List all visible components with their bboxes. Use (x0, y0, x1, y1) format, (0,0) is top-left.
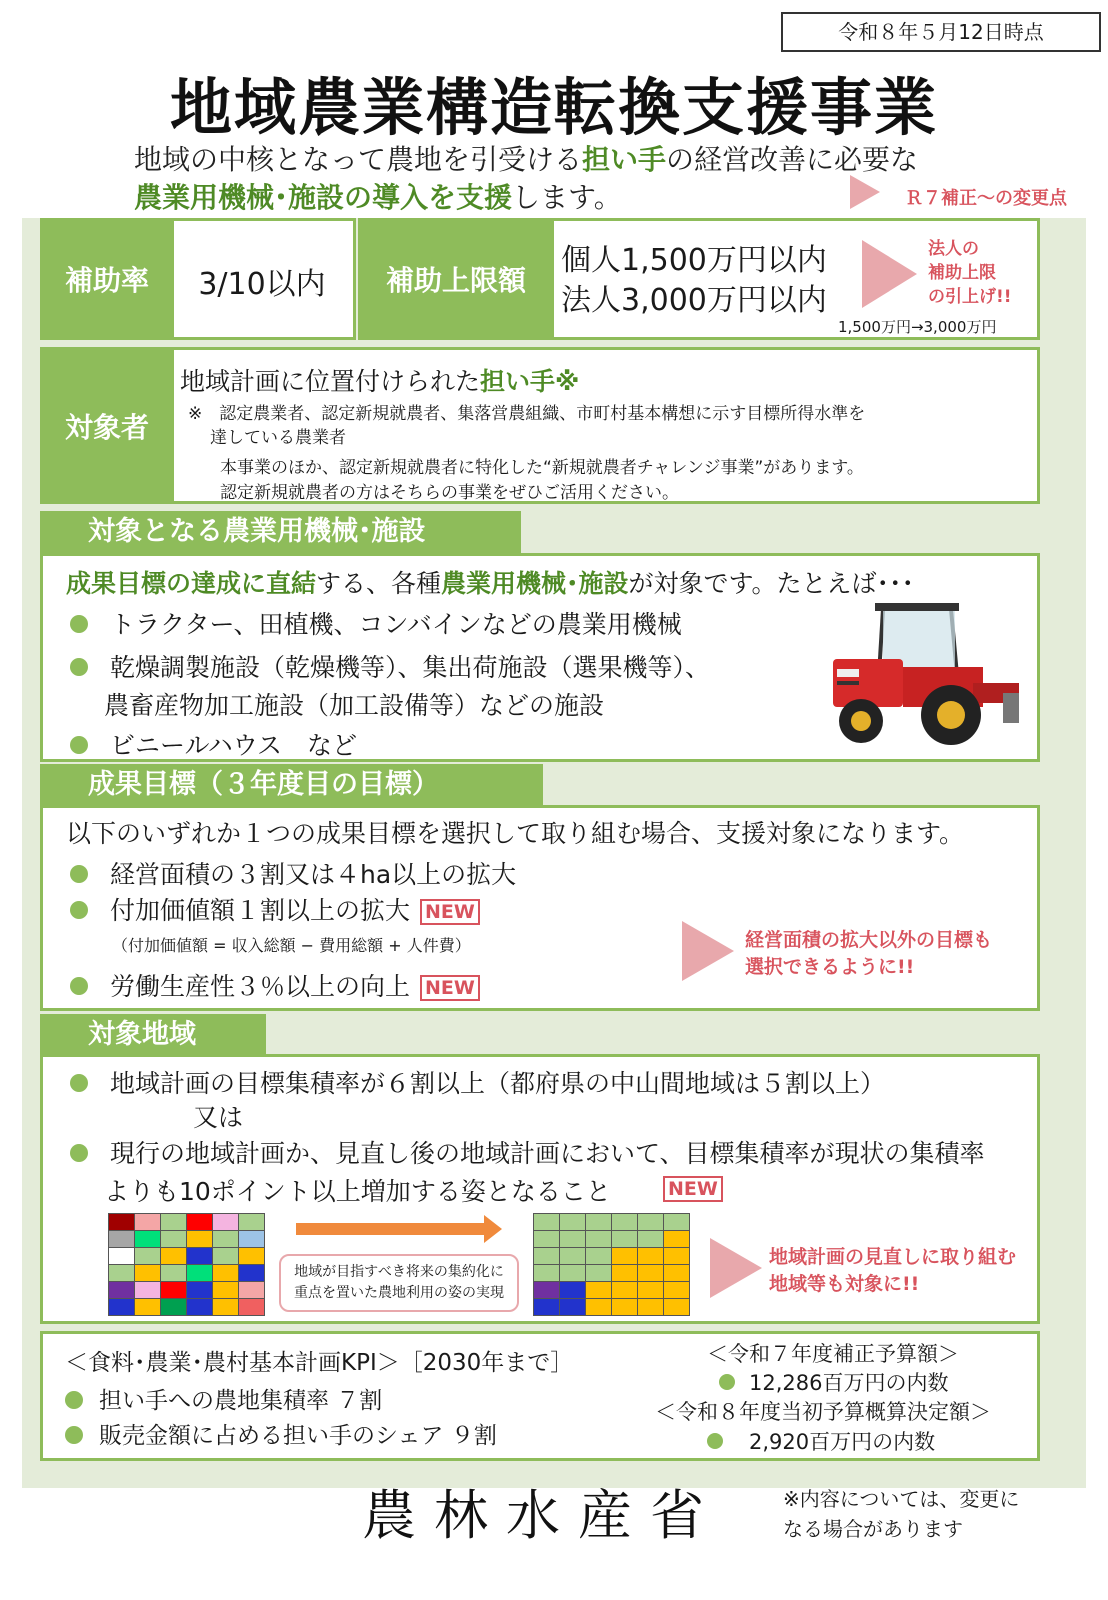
kpi-box (40, 1331, 1040, 1461)
farmland-grid-current (108, 1213, 265, 1316)
bullet-icon (70, 615, 88, 633)
disclaimer: ※内容については、変更に なる場合があります (783, 1487, 1020, 1541)
bullet-icon (70, 901, 88, 919)
target-note-2: 本事業のほか、認定新規就農者に特化した“新規就農者チャレンジ事業”があります。 (220, 458, 864, 478)
area-item-2: 現行の地域計画か、見直し後の地域計画において、目標集積率が現状の集積率 (70, 1134, 985, 1170)
area-header: 対象地域 (40, 1014, 266, 1056)
machines-header: 対象となる農業用機械･施設 (40, 511, 521, 553)
orange-arrow-head-icon (484, 1215, 502, 1243)
area-item-2b: よりも10ポイント以上増加する姿となること (104, 1177, 611, 1206)
limit-note: 法人の 補助上限 の引上げ!! (928, 239, 1012, 307)
orange-arrow-icon (296, 1223, 486, 1235)
new-badge: NEW (420, 899, 480, 925)
bullet-icon (70, 736, 88, 754)
bullet-icon (70, 658, 88, 676)
machines-item-2: 乾燥調製施設（乾燥機等）、集出荷施設（選果機等）、 (70, 648, 710, 684)
target-main: 地域計画に位置付けられた担い手※ (180, 367, 580, 396)
subsidy-rate-box (174, 218, 356, 340)
area-item-1: 地域計画の目標集積率が６割以上（都府県の中山間地域は５割以上） (70, 1064, 885, 1100)
kpi-item-1: 担い手への農地集積率 ７割 (65, 1382, 382, 1415)
target-label: 対象者 (40, 347, 174, 504)
target-note-3: 認定新規就農者の方はそちらの事業をぜひご活用ください。 (220, 483, 679, 503)
ministry-name: 農林水産省 (362, 1484, 722, 1547)
limit-individual: 個人1,500万円以内 (561, 243, 827, 278)
budget-2-label: ＜令和８年度当初予算概算決定額＞ (655, 1400, 991, 1424)
bullet-icon (70, 865, 88, 883)
machines-intro: 成果目標の達成に直結する、各種農業用機械･施設が対象です。たとえば･･･ (66, 569, 915, 598)
target-note-1: ※ 認定農業者、認定新規就農者、集落営農組織、市町村基本構想に示す目標所得水準を (188, 404, 866, 424)
bullet-icon (707, 1433, 723, 1449)
goal-box: 地域が目指すべき将来の集約化に 重点を置いた農地利用の姿の実現 (279, 1254, 519, 1312)
new-badge: NEW (420, 975, 480, 1001)
budget-2-value: 2,920百万円の内数 (707, 1426, 935, 1456)
subsidy-rate-value: 3/10以内 (198, 267, 326, 302)
target-note-1b: 達している農業者 (210, 428, 346, 448)
subsidy-rate-label: 補助率 (40, 218, 174, 340)
change-label: Ｒ７補正～の変更点 (905, 188, 1067, 209)
new-badge: NEW (663, 1176, 723, 1202)
bullet-icon (70, 1144, 88, 1162)
bullet-icon (65, 1391, 83, 1409)
bullet-icon (70, 977, 88, 995)
kpi-heading: ＜食料･農業･農村基本計画KPI＞［2030年まで］ (65, 1350, 574, 1376)
kpi-item-2: 販売金額に占める担い手のシェア ９割 (65, 1417, 497, 1450)
goals-header: 成果目標（３年度目の目標） (40, 764, 543, 806)
budget-1-value: 12,286百万円の内数 (719, 1367, 948, 1397)
limit-corporate: 法人3,000万円以内 (561, 283, 827, 318)
goals-arrow-icon (682, 921, 734, 981)
goals-note: 経営面積の拡大以外の目標も 選択できるように!! (745, 929, 993, 978)
subtitle-line-1: 地域の中核となって農地を引受ける担い手の経営改善に必要な (134, 143, 919, 176)
page-title: 地域農業構造転換支援事業 (169, 71, 938, 144)
goals-item-3: 労働生産性３％以上の向上 NEW (70, 967, 480, 1003)
limit-arrow-icon (862, 240, 917, 308)
date-stamp: 令和８年５月12日時点 (781, 12, 1101, 52)
bullet-icon (70, 1074, 88, 1092)
farmland-grid-future (533, 1213, 690, 1316)
machines-item-3: ビニールハウス など (70, 726, 357, 762)
tractor-illustration (823, 597, 1023, 752)
area-or: 又は (193, 1103, 244, 1132)
goals-item-1: 経営面積の３割又は４ha以上の拡大 (70, 855, 516, 891)
goals-item-2: 付加価値額１割以上の拡大 NEW (70, 891, 480, 927)
goals-item-2-note: （付加価値額 = 収入総額 − 費用総額 + 人件費） (112, 936, 471, 955)
target-box (174, 347, 1040, 504)
bullet-icon (719, 1374, 735, 1390)
area-arrow-icon (710, 1238, 762, 1298)
subtitle-line-2: 農業用機械･施設の導入を支援します。 (134, 181, 622, 214)
area-note: 地域計画の見直しに取り組む 地域等も対象に!! (769, 1246, 1017, 1295)
machines-item-2b: 農畜産物加工施設（加工設備等）などの施設 (104, 691, 605, 720)
subsidy-limit-label: 補助上限額 (358, 218, 554, 340)
change-arrow-icon (850, 175, 880, 209)
budget-1-label: ＜令和７年度補正予算額＞ (707, 1342, 959, 1366)
limit-change: 1,500万円→3,000万円 (838, 318, 997, 336)
bullet-icon (65, 1426, 83, 1444)
goals-intro: 以下のいずれか１つの成果目標を選択して取り組む場合、支援対象になります。 (66, 819, 965, 848)
machines-item-1: トラクター、田植機、コンバインなどの農業用機械 (70, 605, 682, 641)
